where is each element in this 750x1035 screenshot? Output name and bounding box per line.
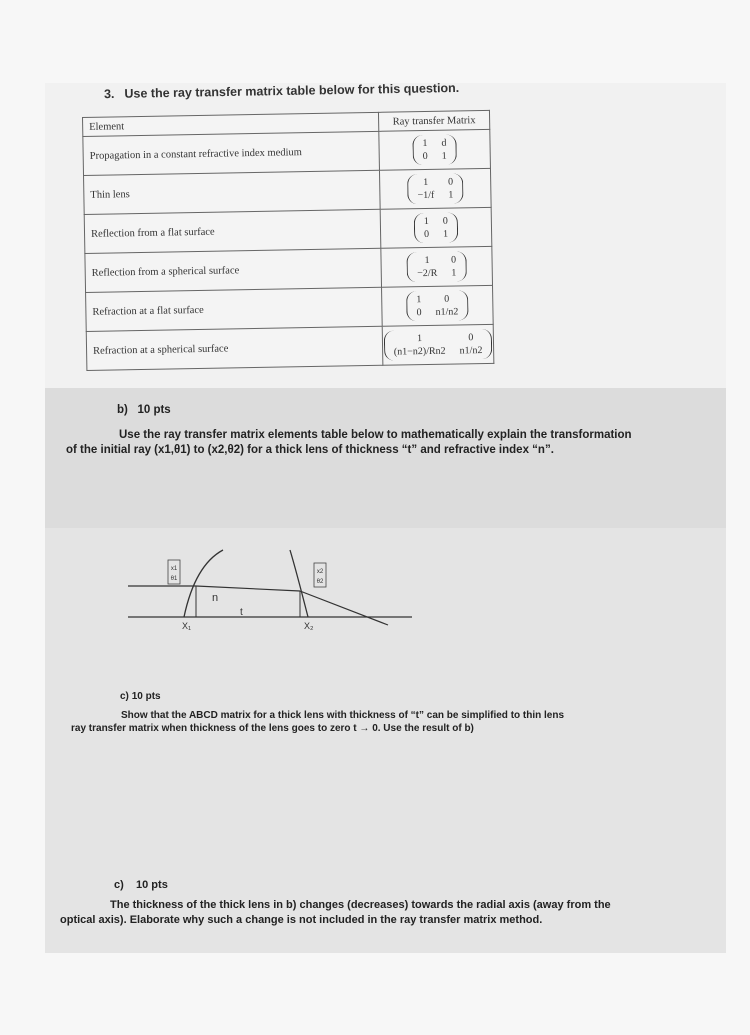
- element-cell: Reflection from a flat surface: [84, 209, 381, 253]
- ray-inside-lens: [196, 586, 300, 591]
- matrix-d: n1/n2: [435, 306, 459, 318]
- matrix-b: 0: [442, 215, 448, 227]
- matrix-b: 0: [468, 332, 474, 344]
- element-cell: Propagation in a constant refractive index medium: [83, 131, 380, 175]
- input-vector-top: x1: [170, 566, 178, 572]
- part-c1-label: c): [120, 691, 129, 702]
- input-vector-bottom: θ1: [170, 576, 178, 582]
- element-cell: Refraction at a spherical surface: [86, 326, 383, 370]
- matrix-cell: [382, 324, 494, 365]
- thick-lens-diagram: [120, 545, 420, 640]
- part-c1-line-1: Show that the ABCD matrix for a thick lens with thickness of “t” can be simplified to thin lens: [121, 710, 565, 721]
- matrix-a: 1: [416, 333, 423, 345]
- element-cell: Reflection from a spherical surface: [85, 248, 382, 292]
- part-b-heading: [117, 404, 171, 416]
- question-text: Use the ray transfer matrix table below for this question.: [124, 80, 460, 101]
- matrix-b: 0: [451, 254, 457, 266]
- element-cell: Refraction at a flat surface: [86, 287, 383, 331]
- refractive-index-label: n: [212, 592, 219, 604]
- ray-transfer-matrix-table: [82, 110, 494, 371]
- part-c2-line-1: The thickness of the thick lens in b) changes (decreases) towards the radial axis (away from the: [110, 899, 611, 911]
- matrix: [407, 251, 467, 282]
- matrix-c: 0: [416, 307, 422, 319]
- matrix-a: 1: [422, 137, 428, 150]
- matrix-cell: [379, 129, 491, 170]
- matrix-d: 1: [441, 150, 447, 162]
- x2-label: X₂: [304, 621, 314, 631]
- element-cell: Thin lens: [84, 170, 381, 214]
- exit-ray: [300, 591, 388, 625]
- lens-left-surface: [184, 550, 223, 617]
- part-c2-heading: [114, 879, 168, 891]
- part-c2-line-2: optical axis). Elaborate why such a change is not included in the ray transfer matrix method.: [60, 914, 543, 926]
- matrix-d: 1: [451, 267, 457, 279]
- part-b-line-2: of the initial ray (x1,θ1) to (x2,θ2) for a thick lens of thickness “t” and refractive index “n”.: [66, 444, 554, 456]
- output-ray-vector: [314, 563, 326, 587]
- lens-right-surface: [290, 550, 308, 617]
- input-ray-vector: [168, 560, 180, 584]
- matrix-cell: [380, 207, 492, 248]
- part-b-points: 10 pts: [137, 404, 171, 416]
- part-c1-points: 10 pts: [131, 691, 161, 702]
- part-b-line-1: Use the ray transfer matrix elements table below to mathematically explain the transformation: [119, 429, 632, 441]
- part-c2-points: 10 pts: [136, 879, 168, 891]
- matrix: [384, 329, 493, 361]
- question-number: 3.: [103, 86, 115, 102]
- matrix-b: 0: [447, 176, 454, 188]
- matrix-d: n1/n2: [459, 345, 483, 357]
- part-c1-heading: [120, 691, 161, 702]
- part-b-text: [66, 428, 726, 458]
- matrix-c: −1/f: [417, 189, 435, 202]
- part-c2-label: c): [114, 879, 124, 891]
- matrix-cell: [382, 285, 494, 326]
- matrix-column-header: Ray transfer Matrix: [378, 110, 489, 131]
- part-c1-line-2: ray transfer matrix when thickness of the lens goes to zero t → 0. Use the result of b): [71, 723, 474, 734]
- matrix-a: 1: [423, 215, 429, 228]
- matrix-c: −2/R: [417, 267, 438, 280]
- table-row: [86, 324, 494, 370]
- matrix-c: 0: [422, 150, 428, 163]
- part-b-label: b): [117, 404, 128, 416]
- matrix-b: 0: [444, 293, 450, 305]
- matrix-b: d: [441, 137, 447, 149]
- matrix: [412, 134, 457, 165]
- matrix-a: 1: [424, 254, 430, 267]
- matrix-cell: [379, 168, 491, 209]
- thickness-label: t: [240, 607, 243, 618]
- matrix-a: 1: [416, 294, 422, 306]
- matrix-d: 1: [448, 189, 454, 201]
- element-column-header: Element: [83, 112, 379, 136]
- part-c1-text: [71, 709, 721, 735]
- matrix: [407, 173, 463, 204]
- matrix-c: (n1−n2)/Rn2: [393, 345, 446, 358]
- output-vector-bottom: θ2: [316, 579, 324, 585]
- matrix-cell: [381, 246, 493, 287]
- part-c2-text: [60, 898, 720, 928]
- matrix: [414, 212, 459, 243]
- x1-label: X₁: [182, 621, 192, 631]
- matrix-a: 1: [423, 176, 429, 189]
- output-vector-top: x2: [316, 569, 324, 575]
- matrix-d: 1: [443, 228, 449, 240]
- matrix: [406, 290, 468, 321]
- matrix-c: 0: [424, 228, 430, 241]
